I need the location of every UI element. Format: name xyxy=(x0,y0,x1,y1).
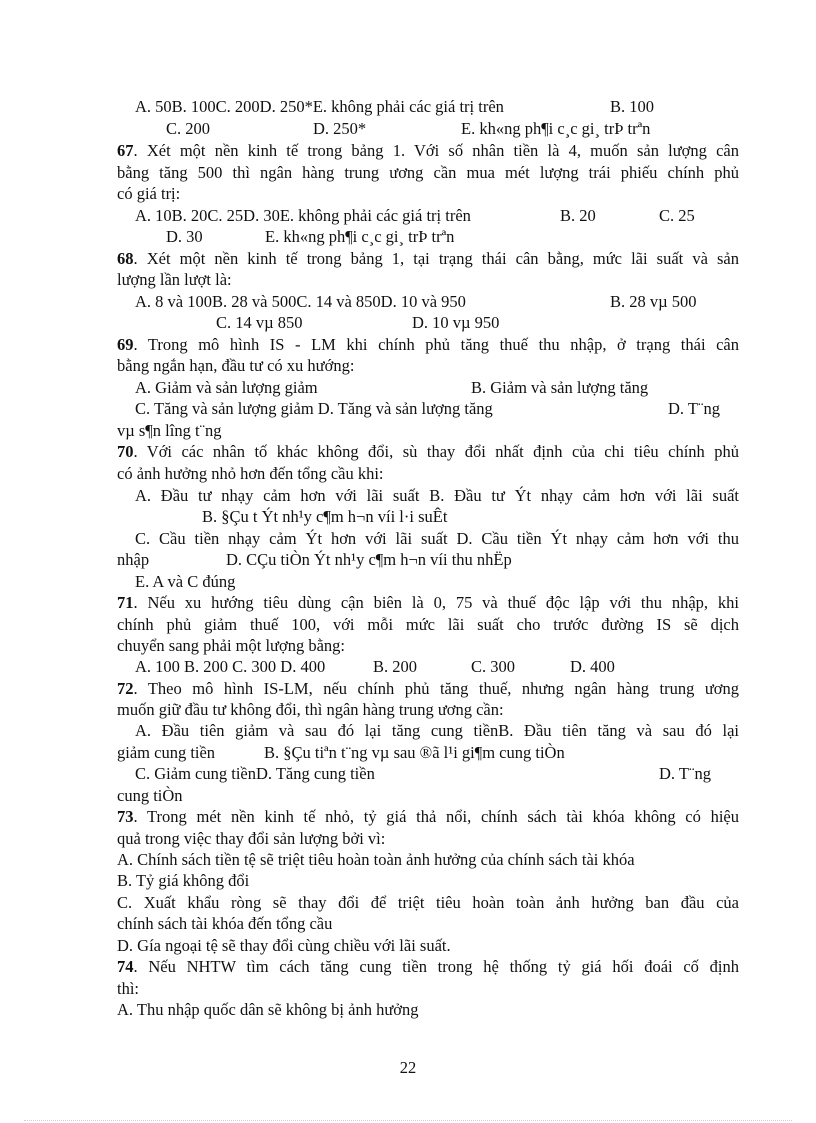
q71-number: 71 xyxy=(117,593,134,612)
q70-number: 70 xyxy=(117,442,134,461)
q73-line-2: quả trong việc thay đổi sản lượng bởi vì: xyxy=(117,829,386,848)
q69-option-d-cont: vµ s¶n lîng t¨ng xyxy=(117,421,222,440)
q71-option-d: D. 400 xyxy=(570,657,615,676)
q72-option-d: D. T¨ng xyxy=(659,764,711,783)
q67-line-1: 67. Xét một nền kinh tế trong bảng 1. Với số nhân tiền là 4, muốn sản lượng cân xyxy=(117,141,739,160)
q69-option-c: C. Tăng và sản lượng giảm D. Tăng và sản lượng tăng xyxy=(135,399,493,418)
q68-line-1: 68. Xét một nền kinh tế trong bảng 1, tại trạng thái cân bằng, mức lãi suất và sản xyxy=(117,249,739,268)
q70-option-d: D. CÇu tiÒn Ýt nh¹y c¶m h¬n víi thu nhËp xyxy=(226,550,512,569)
q68-number: 68 xyxy=(117,249,134,268)
q74-line-1: 74. Nếu NHTW tìm cách tăng cung tiền trong hệ thống tỷ giá hối đoái cố định xyxy=(117,957,739,976)
q71-option-c: C. 300 xyxy=(471,657,516,676)
page-number: 22 xyxy=(399,1058,417,1077)
q66-options-b: B. 100 xyxy=(610,97,655,116)
q67-line-2: bằng tăng 500 thì ngân hàng trung ương cần mua mét lượng trái phiếu chính phủ xyxy=(117,163,739,182)
q66-options-e: E. kh«ng ph¶i c¸c gi¸ trÞ trªn xyxy=(461,119,651,138)
q70-option-b: B. §Çu t Ýt nh¹y c¶m h¬n víi l·i suÊt xyxy=(202,507,448,526)
q72-number: 72 xyxy=(117,679,134,698)
q72-option-c: C. Giảm cung tiềnD. Tăng cung tiền xyxy=(135,764,375,783)
q72-line-2: muốn giữ đầu tư không đổi, thì ngân hàng trung ương cần: xyxy=(117,700,504,719)
q67-line-3: có giá trị: xyxy=(117,184,181,203)
q70-option-c-cont: nhập xyxy=(117,550,150,569)
q70-option-c: C. Cầu tiền nhạy cảm Ýt hơn với lãi suất D. Cầu tiền Ýt nhạy cảm hơn với thu xyxy=(135,529,739,548)
q66-options-d: D. 250* xyxy=(313,119,367,138)
q73-option-d: D. Gía ngoại tệ sẽ thay đổi cùng chiều với lãi suất. xyxy=(117,936,451,955)
q73-option-c: C. Xuất khẩu ròng sẽ thay đổi để triệt tiêu hoàn toàn ảnh hưởng ban đầu của xyxy=(117,893,739,912)
q72-option-a-cont: giảm cung tiền xyxy=(117,743,216,762)
q73-number: 73 xyxy=(117,807,134,826)
q73-option-a: A. Chính sách tiền tệ sẽ triệt tiêu hoàn toàn ảnh hưởng của chính sách tài khóa xyxy=(117,850,635,869)
q74-option-a: A. Thu nhập quốc dân sẽ không bị ảnh hưởng xyxy=(117,1000,419,1019)
q72-option-b: B. §Çu tiªn t¨ng vµ sau ®ã l¹i gi¶m cung tiÒn xyxy=(264,743,565,762)
q67-option-a: A. 10B. 20C. 25D. 30E. không phải các giá trị trên xyxy=(135,206,471,225)
q71-option-a: A. 100 B. 200 C. 300 D. 400 xyxy=(135,657,326,676)
q68-option-b: B. 28 vµ 500 xyxy=(610,292,697,311)
q68-option-a: A. 8 và 100B. 28 và 500C. 14 và 850D. 10 và 950 xyxy=(135,292,466,311)
q71-line-1: 71. Nếu xu hướng tiêu dùng cận biên là 0, 75 và thuế độc lập với thu nhập, khi xyxy=(117,593,739,612)
page-bottom-divider xyxy=(24,1120,792,1121)
q73-line-1: 73. Trong mét nền kinh tế nhỏ, tỷ giá thả nổi, chính sách tài khóa không có hiệu xyxy=(117,807,739,826)
q69-line-1: 69. Trong mô hình IS - LM khi chính phủ tăng thuế thu nhập, ở trạng thái cân xyxy=(117,335,739,354)
q74-line-2: thì: xyxy=(117,979,140,998)
q74-number: 74 xyxy=(117,957,134,976)
q72-option-d-cont: cung tiÒn xyxy=(117,786,183,805)
q72-option-a: A. Đầu tiên giảm và sau đó lại tăng cung tiềnB. Đầu tiên tăng và sau đó lại xyxy=(135,721,739,740)
q70-option-e: E. A và C đúng xyxy=(135,572,236,591)
q73-option-c-cont: chính sách tài khóa đến tổng cầu xyxy=(117,914,333,933)
q67-option-d: D. 30 xyxy=(166,227,203,246)
q73-option-b: B. Tỷ giá không đổi xyxy=(117,871,250,890)
q69-option-b: B. Giảm và sản lượng tăng xyxy=(471,378,649,397)
q68-option-c: C. 14 vµ 850 xyxy=(216,313,303,332)
q67-option-b: B. 20 xyxy=(560,206,596,225)
q71-line-3: chuyển sang phải một lượng bằng: xyxy=(117,636,346,655)
q71-option-b: B. 200 xyxy=(373,657,418,676)
q69-line-2: bằng ngắn hạn, đầu tư có xu hướng: xyxy=(117,356,355,375)
q67-option-e: E. kh«ng ph¶i c¸c gi¸ trÞ trªn xyxy=(265,227,455,246)
q71-line-2: chính phủ giảm thuế 100, với mỗi mức lãi suất cho trước đường IS sẽ dịch xyxy=(117,615,739,634)
q69-option-d: D. T¨ng xyxy=(668,399,720,418)
q67-number: 67 xyxy=(117,141,134,160)
q67-option-c: C. 25 xyxy=(659,206,695,225)
q69-option-a: A. Giảm và sản lượng giảm xyxy=(135,378,318,397)
q72-line-1: 72. Theo mô hình IS-LM, nếu chính phủ tăng thuế, nhưng ngân hàng trung ương xyxy=(117,679,739,698)
q68-line-2: lượng lần lượt là: xyxy=(117,270,232,289)
q70-line-1: 70. Với các nhân tố khác không đổi, sù thay đổi nhất định của chi tiêu chính phủ xyxy=(117,442,739,461)
q70-option-a: A. Đầu tư nhạy cảm hơn với lãi suất B. Đầu tư Ýt nhạy cảm hơn với lãi suất xyxy=(135,486,739,505)
q66-options-a: A. 50B. 100C. 200D. 250*E. không phải các giá trị trên xyxy=(135,97,504,116)
q69-number: 69 xyxy=(117,335,134,354)
q70-line-2: có ảnh hưởng nhỏ hơn đến tổng cầu khi: xyxy=(117,464,384,483)
q68-option-d: D. 10 vµ 950 xyxy=(412,313,500,332)
q66-options-c: C. 200 xyxy=(166,119,211,138)
